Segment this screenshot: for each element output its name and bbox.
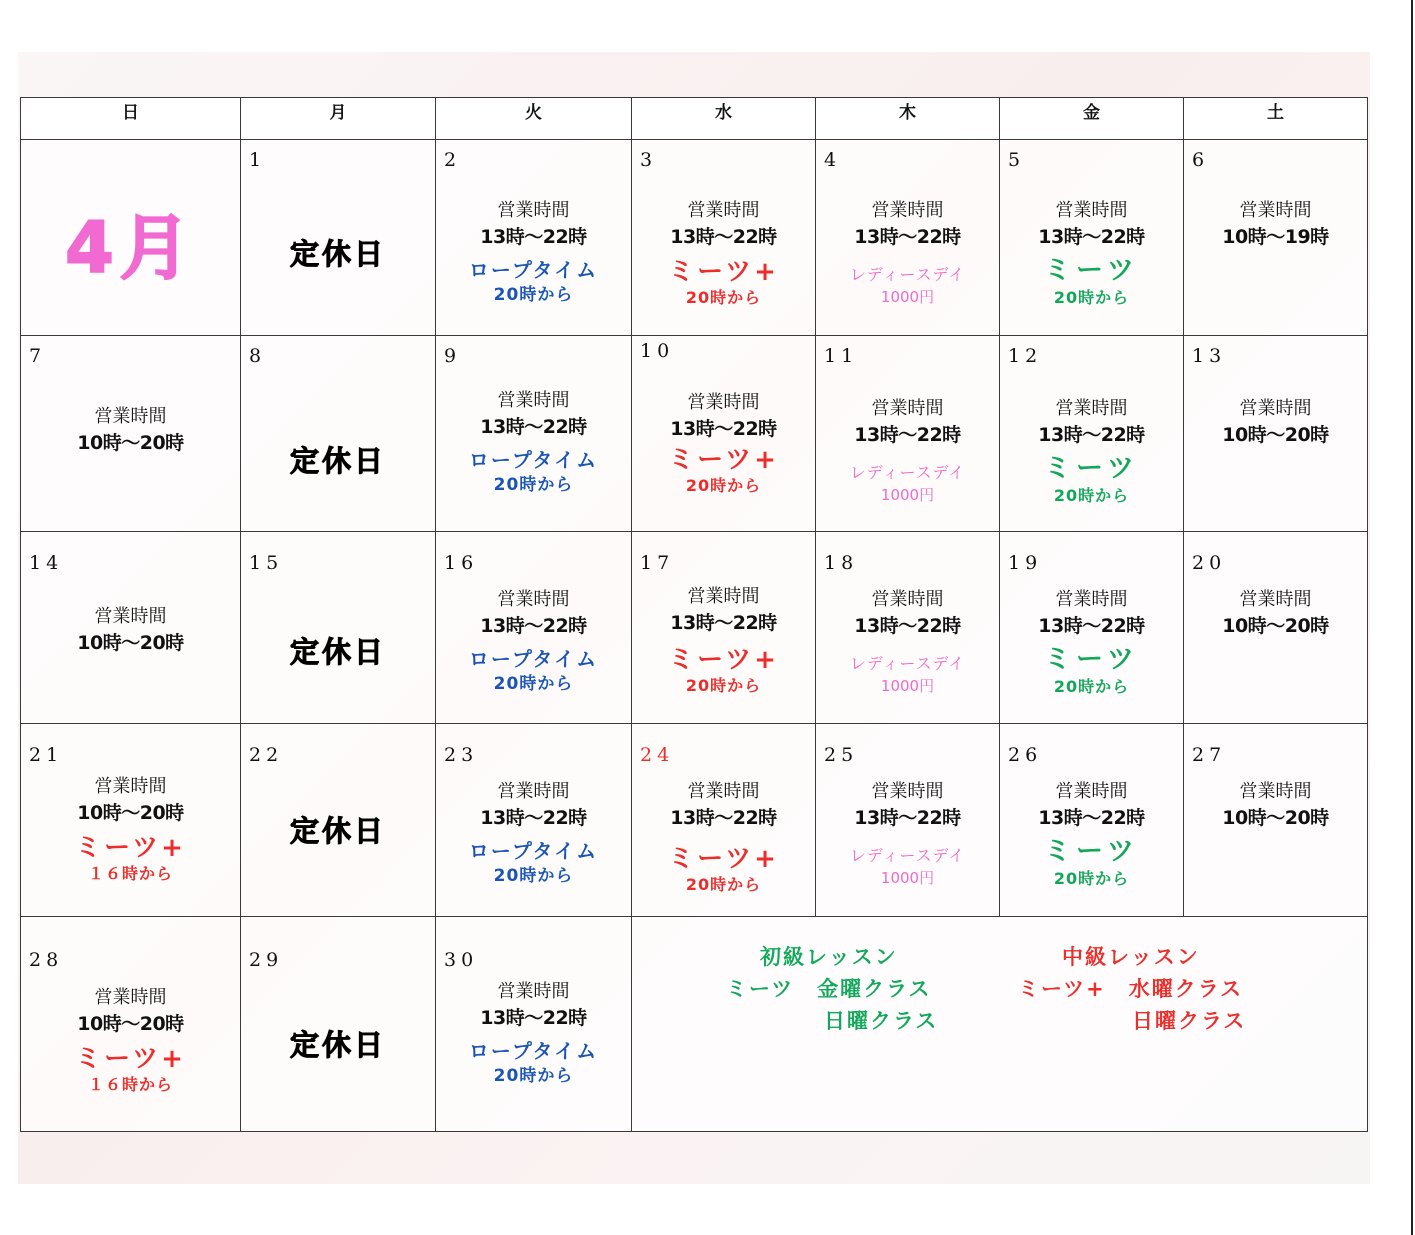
hours-value: 10時〜20時 — [1222, 807, 1329, 829]
ropetime-time: 20時から — [493, 475, 574, 495]
intermediate-lesson-title: 中級レッスン — [1062, 945, 1200, 969]
ladies-day-price: 1000円 — [880, 486, 935, 504]
hours-value: 13時〜22時 — [854, 807, 961, 829]
day-number: 29 — [249, 949, 284, 971]
day-cell-11 — [816, 336, 1000, 532]
weekday-tue: 火 — [436, 98, 632, 140]
lesson-legend-cell — [632, 917, 1368, 1132]
day-number: 14 — [29, 552, 64, 574]
week-row-1 — [21, 140, 1368, 336]
hours-label: 営業時間 — [1055, 589, 1128, 610]
meets-event: ミーツ — [1044, 255, 1139, 286]
hours-label: 営業時間 — [94, 987, 167, 1008]
beginner-lesson-line2: 日曜クラス — [824, 1009, 939, 1033]
ladies-day-event: レディースデイ — [849, 846, 966, 865]
day-cell-22 — [241, 724, 436, 917]
day-cell-26 — [1000, 724, 1184, 917]
ropetime-event: ロープタイム — [468, 258, 599, 282]
day-cell-8 — [241, 336, 436, 532]
month-title: 4月 — [65, 207, 196, 289]
day-number: 26 — [1008, 744, 1043, 766]
week-row-3 — [21, 532, 1368, 724]
hours-value: 13時〜22時 — [854, 226, 961, 248]
closed-label: 定休日 — [289, 635, 386, 669]
day-cell-13 — [1184, 336, 1368, 532]
day-number: 16 — [444, 552, 479, 574]
day-number: 27 — [1192, 744, 1227, 766]
meets-plus-time: 20時から — [685, 476, 762, 495]
day-cell-18 — [816, 532, 1000, 724]
hours-value: 10時〜20時 — [77, 802, 184, 824]
day-number: 5 — [1008, 149, 1026, 171]
hours-value: 13時〜22時 — [480, 226, 587, 248]
hours-label: 営業時間 — [871, 398, 944, 419]
day-number-highlighted: 24 — [640, 744, 675, 766]
hours-value: 10時〜20時 — [1222, 615, 1329, 637]
ropetime-event: ロープタイム — [468, 839, 599, 863]
day-number: 8 — [249, 345, 267, 367]
day-cell-24 — [632, 724, 816, 917]
month-cell — [21, 140, 241, 336]
day-number: 17 — [640, 552, 675, 574]
meets-plus-time: １６時から — [87, 1075, 173, 1094]
day-number: 6 — [1192, 149, 1210, 171]
day-number: 15 — [249, 552, 284, 574]
weekday-thu: 木 — [816, 98, 1000, 140]
meets-plus-event: ミーツ+ — [75, 1044, 186, 1074]
intermediate-lesson-line2: 日曜クラス — [1132, 1009, 1247, 1033]
hours-value: 13時〜22時 — [480, 1007, 587, 1029]
ropetime-time: 20時から — [493, 1066, 574, 1086]
meets-plus-event: ミーツ+ — [668, 844, 779, 874]
hours-value: 13時〜22時 — [1038, 615, 1145, 637]
hours-label: 営業時間 — [687, 200, 760, 221]
hours-value: 13時〜22時 — [480, 807, 587, 829]
ladies-day-price: 1000円 — [880, 288, 935, 306]
hours-label: 営業時間 — [94, 406, 167, 427]
ropetime-event: ロープタイム — [468, 1039, 599, 1063]
ladies-day-event: レディースデイ — [849, 265, 966, 284]
day-cell-17 — [632, 532, 816, 724]
day-number: 10 — [640, 340, 675, 362]
weekday-wed: 水 — [632, 98, 816, 140]
hours-value: 13時〜22時 — [480, 615, 587, 637]
hours-label: 営業時間 — [497, 200, 570, 221]
meets-plus-event: ミーツ+ — [668, 257, 779, 287]
hours-label: 営業時間 — [1239, 589, 1312, 610]
ropetime-time: 20時から — [493, 674, 574, 694]
day-number: 25 — [824, 744, 859, 766]
day-number: 19 — [1008, 552, 1043, 574]
day-cell-3 — [632, 140, 816, 336]
day-cell-5 — [1000, 140, 1184, 336]
meets-time: 20時から — [1053, 288, 1130, 307]
meets-plus-event: ミーツ+ — [75, 833, 186, 863]
ladies-day-event: レディースデイ — [849, 463, 966, 482]
week-row-4 — [21, 724, 1368, 917]
hours-label: 営業時間 — [871, 589, 944, 610]
meets-time: 20時から — [1053, 869, 1130, 888]
day-number: 9 — [444, 345, 462, 367]
hours-label: 営業時間 — [1055, 781, 1128, 802]
meets-plus-time: 20時から — [685, 676, 762, 695]
day-number: 21 — [29, 744, 64, 766]
ladies-day-price: 1000円 — [880, 869, 935, 887]
hours-label: 営業時間 — [497, 981, 570, 1002]
hours-value: 13時〜22時 — [670, 807, 777, 829]
day-cell-30 — [436, 917, 632, 1132]
week-row-2 — [21, 336, 1368, 532]
day-number: 28 — [29, 949, 64, 971]
meets-plus-time: １６時から — [87, 864, 173, 883]
day-cell-6 — [1184, 140, 1368, 336]
day-number: 23 — [444, 744, 479, 766]
day-cell-10 — [632, 336, 816, 532]
closed-label: 定休日 — [289, 814, 386, 848]
hours-value: 13時〜22時 — [480, 416, 587, 438]
hours-value: 10時〜20時 — [77, 1013, 184, 1035]
week-row-5 — [21, 917, 1368, 1132]
beginner-lesson-line1: ミーツ 金曜クラス — [726, 977, 932, 1001]
meets-time: 20時から — [1053, 486, 1130, 505]
hours-label: 営業時間 — [1239, 200, 1312, 221]
meets-event: ミーツ — [1044, 644, 1139, 675]
closed-label: 定休日 — [289, 237, 386, 271]
day-cell-16 — [436, 532, 632, 724]
day-number: 20 — [1192, 552, 1227, 574]
ropetime-time: 20時から — [493, 285, 574, 305]
day-number: 18 — [824, 552, 859, 574]
day-cell-15 — [241, 532, 436, 724]
weekday-sun: 日 — [21, 98, 241, 140]
day-number: 7 — [29, 345, 47, 367]
ladies-day-price: 1000円 — [880, 677, 935, 695]
meets-plus-time: 20時から — [685, 875, 762, 894]
hours-label: 営業時間 — [687, 586, 760, 607]
hours-label: 営業時間 — [94, 776, 167, 797]
hours-label: 営業時間 — [871, 781, 944, 802]
day-number: 11 — [824, 345, 859, 367]
hours-label: 営業時間 — [497, 390, 570, 411]
right-edge-line — [1411, 0, 1413, 1235]
hours-value: 13時〜22時 — [670, 226, 777, 248]
hours-value: 13時〜22時 — [1038, 807, 1145, 829]
day-number: 30 — [444, 949, 479, 971]
day-number: 4 — [824, 149, 842, 171]
hours-label: 営業時間 — [1055, 200, 1128, 221]
day-number: 22 — [249, 744, 284, 766]
hours-value: 13時〜22時 — [854, 615, 961, 637]
day-cell-12 — [1000, 336, 1184, 532]
day-number: 13 — [1192, 345, 1227, 367]
meets-event: ミーツ — [1044, 836, 1139, 867]
hours-value: 10時〜20時 — [1222, 424, 1329, 446]
hours-value: 13時〜22時 — [670, 612, 777, 634]
day-cell-28 — [21, 917, 241, 1132]
meets-event: ミーツ — [1044, 453, 1139, 484]
weekday-mon: 月 — [241, 98, 436, 140]
ropetime-time: 20時から — [493, 866, 574, 886]
hours-label: 営業時間 — [1239, 398, 1312, 419]
day-number: 12 — [1008, 345, 1043, 367]
day-cell-20 — [1184, 532, 1368, 724]
day-number: 3 — [640, 149, 658, 171]
meets-time: 20時から — [1053, 677, 1130, 696]
hours-label: 営業時間 — [94, 606, 167, 627]
hours-value: 13時〜22時 — [670, 418, 777, 440]
day-cell-4 — [816, 140, 1000, 336]
hours-label: 営業時間 — [687, 781, 760, 802]
hours-value: 13時〜22時 — [1038, 226, 1145, 248]
day-number: 2 — [444, 149, 462, 171]
weekday-header-row — [21, 98, 1368, 140]
day-cell-21 — [21, 724, 241, 917]
hours-value: 10時〜19時 — [1222, 226, 1329, 248]
intermediate-lesson-line1: ミーツ+ 水曜クラス — [1018, 977, 1244, 1001]
hours-value: 10時〜20時 — [77, 432, 184, 454]
hours-label: 営業時間 — [1055, 398, 1128, 419]
weekday-sat: 土 — [1184, 98, 1368, 140]
day-number: 1 — [249, 149, 267, 171]
ladies-day-event: レディースデイ — [849, 654, 966, 673]
hours-label: 営業時間 — [497, 589, 570, 610]
hours-label: 営業時間 — [1239, 781, 1312, 802]
beginner-lesson-title: 初級レッスン — [760, 945, 898, 969]
meets-plus-event: ミーツ+ — [668, 645, 779, 675]
day-cell-27 — [1184, 724, 1368, 917]
day-cell-1 — [241, 140, 436, 336]
weekday-fri: 金 — [1000, 98, 1184, 140]
closed-label: 定休日 — [289, 1028, 386, 1062]
ropetime-event: ロープタイム — [468, 647, 599, 671]
hours-value: 13時〜22時 — [1038, 424, 1145, 446]
hours-value: 10時〜20時 — [77, 632, 184, 654]
day-cell-25 — [816, 724, 1000, 917]
hours-label: 営業時間 — [871, 200, 944, 221]
day-cell-9 — [436, 336, 632, 532]
hours-label: 営業時間 — [497, 781, 570, 802]
meets-plus-time: 20時から — [685, 288, 762, 307]
april-calendar — [20, 97, 1368, 1132]
meets-plus-event: ミーツ+ — [668, 445, 779, 475]
day-cell-29 — [241, 917, 436, 1132]
day-cell-14 — [21, 532, 241, 724]
hours-value: 13時〜22時 — [854, 424, 961, 446]
day-cell-23 — [436, 724, 632, 917]
hours-label: 営業時間 — [687, 392, 760, 413]
closed-label: 定休日 — [289, 444, 386, 478]
day-cell-19 — [1000, 532, 1184, 724]
day-cell-2 — [436, 140, 632, 336]
ropetime-event: ロープタイム — [468, 448, 599, 472]
day-cell-7 — [21, 336, 241, 532]
